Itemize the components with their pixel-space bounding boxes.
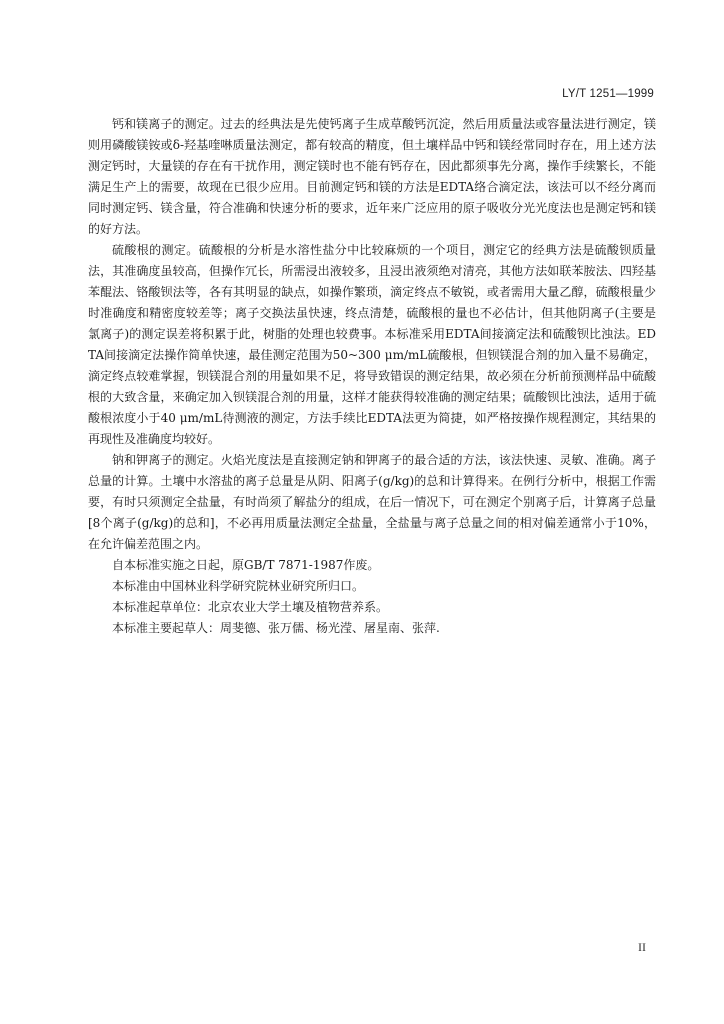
standard-code: LY/T 1251—1999	[562, 88, 654, 100]
page-number: II	[638, 940, 646, 954]
document-body	[88, 114, 656, 639]
paragraph-responsible-org: 本标准由中国林业科学研究院林业研究所归口。	[112, 579, 365, 593]
paragraph-drafting-unit: 本标准起草单位：北京农业大学土壤及植物营养系。	[112, 600, 389, 614]
paragraph-drafters: 本标准主要起草人：周斐德、张万儒、杨光滢、屠星南、张萍.	[112, 621, 440, 635]
paragraph-sodium-potassium: 钠和钾离子的测定。火焰光度法是直接测定钠和钾离子的最合适的方法，该法快速、灵敏、准确。离子总量的计算。土壤中水溶盐的离子总量是从阴、阳离子(g/kg)的总和计算得来。在例行分析中，根据工作需要，有时只须测定全盐量，有时尚须了解盐分的组成，在后一情况下，可在测定个别离子后，计算离子总量[8个离子(g/kg)的总和]，不必再用质量法测定全盐量，全盐量与离子总量之间的相对偏差通常小于10%，在允许偏差范围之内。	[88, 453, 656, 551]
paragraph-sulfate: 硫酸根的测定。硫酸根的分析是水溶性盐分中比较麻烦的一个项目，测定它的经典方法是硫酸钡质量法，其准确度虽较高，但操作冗长，所需浸出液较多，且浸出液须绝对清亮，其他方法如联苯胺法、四羟基苯醌法、铬酸钡法等，各有其明显的缺点，如操作繁琐，滴定终点不敏锐，或者需用大量乙醇，硫酸根量少时准确度和精密度较差等；离子交换法虽快速，终点清楚，硫酸根的量也不必估计，但其他阴离子(主要是氯离子)的测定误差将积累于此，树脂的处理也较费事。本标准采用EDTA间接滴定法和硫酸钡比浊法。EDTA间接滴定法操作简单快速，最佳测定范围为50~300 μm/mL硫酸根，但钡镁混合剂的加入量不易确定，滴定终点较难掌握，钡镁混合剂的用量如果不足，将导致错误的测定结果，故必须在分析前预测样品中硫酸根的大致含量，来确定加入钡镁混合剂的用量，这样才能获得较准确的测定结果；硫酸钡比浊法，适用于硫酸根浓度小于40 μm/mL待测液的测定，方法手续比EDTA法更为简捷，如严格按操作规程测定，其结果的再现性及准确度均较好。	[88, 243, 656, 446]
paragraph-calcium-magnesium: 钙和镁离子的测定。过去的经典法是先使钙离子生成草酸钙沉淀，然后用质量法或容量法进行测定，镁则用磷酸镁铵或δ-羟基喹啉质量法测定，都有较高的精度，但土壤样品中钙和镁经常同时存在，用上述方法测定钙时，大量镁的存在有干扰作用，测定镁时也不能有钙存在，因此都须事先分离，操作手续繁长，不能满足生产上的需要，故现在已很少应用。目前测定钙和镁的方法是EDTA络合滴定法，该法可以不经分离而同时测定钙、镁含量，符合准确和快速分析的要求，近年来广泛应用的原子吸收分光光度法也是测定钙和镁的好方法。	[88, 117, 656, 236]
paragraph-supersede-note: 自本标准实施之日起，原GB/T 7871-1987作废。	[112, 558, 380, 572]
